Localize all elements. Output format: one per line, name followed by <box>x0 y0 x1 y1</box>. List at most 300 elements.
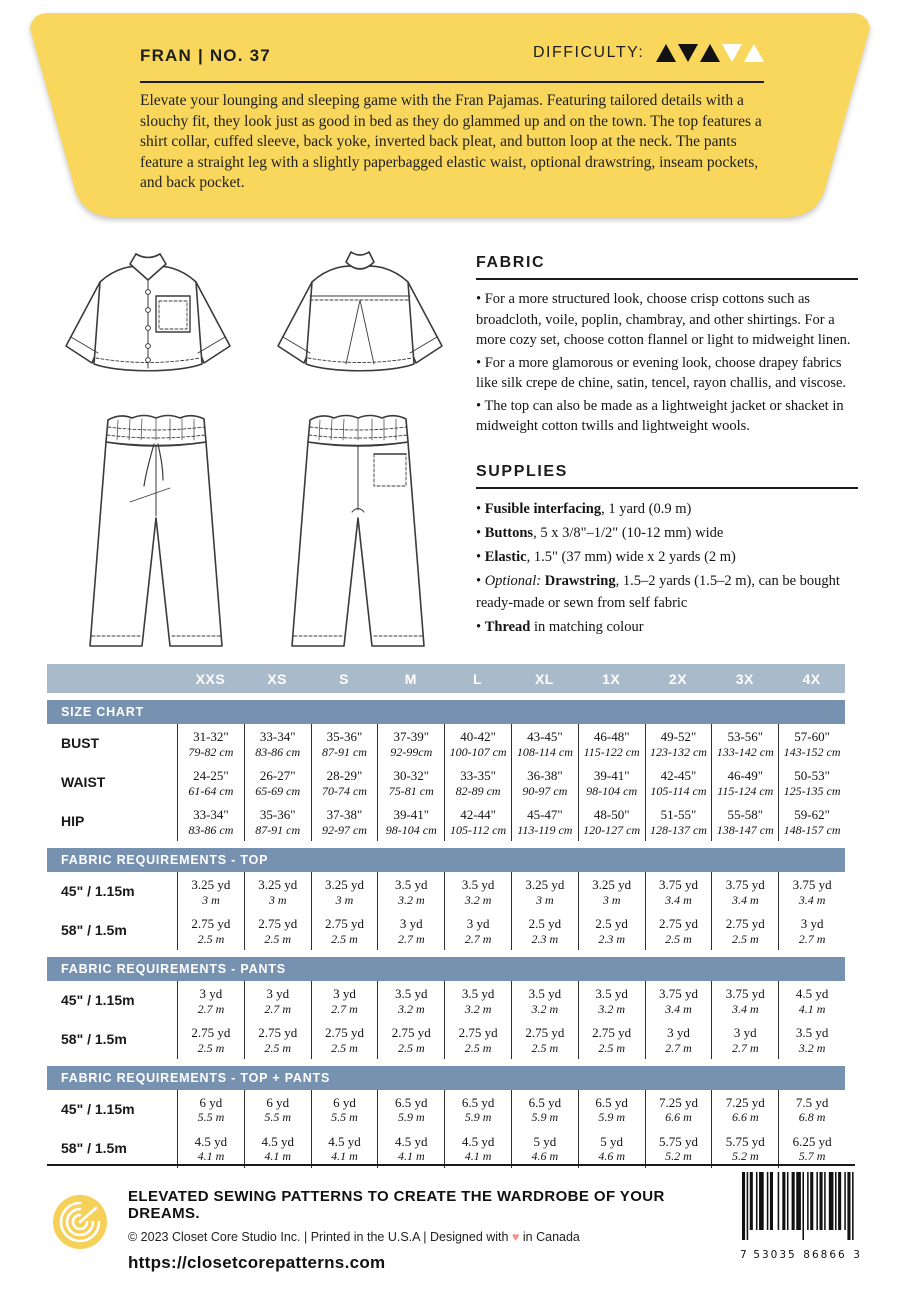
cell-secondary-value: 4.6 m <box>531 1149 559 1164</box>
size-column-header: 2X <box>668 670 688 687</box>
size-column-header: 3X <box>735 670 754 687</box>
cell-secondary-value: 2.5 m <box>397 1040 425 1055</box>
chart-cell <box>645 724 712 763</box>
chart-cell <box>778 724 845 763</box>
chart-cell <box>377 1129 444 1168</box>
cell-primary-value: 33-35" <box>460 767 496 783</box>
barcode-digit-left: 7 <box>740 1249 747 1261</box>
chart-cell <box>177 981 244 1020</box>
chart-cell <box>244 872 311 911</box>
cell-secondary-value: 2.7 m <box>464 931 492 946</box>
cell-primary-value: 50-53" <box>794 767 830 783</box>
chart-cell <box>244 1090 311 1129</box>
supply-segment: Fusible interfacing <box>484 501 602 518</box>
cell-secondary-value: 3.2 m <box>598 1001 626 1016</box>
cell-secondary-value: 115-124 cm <box>717 783 774 798</box>
supply-segment: Drawstring <box>544 573 616 590</box>
copyright-country: in Canada <box>522 1230 580 1244</box>
cell-primary-value: 3 yd <box>199 985 223 1001</box>
chart-cell <box>177 872 244 911</box>
cell-primary-value: 5.75 yd <box>658 1133 698 1149</box>
chart-cell <box>377 872 444 911</box>
cell-secondary-value: 2.3 m <box>531 931 559 946</box>
cell-primary-value: 3.75 yd <box>725 876 765 892</box>
cell-primary-value: 2.5 yd <box>528 915 562 931</box>
cell-primary-value: 3.5 yd <box>595 985 628 1001</box>
chart-cell <box>578 981 645 1020</box>
technical-drawings <box>60 246 460 658</box>
closet-core-logo-icon <box>52 1194 108 1250</box>
chart-row <box>47 802 845 841</box>
cell-primary-value: 3.5 yd <box>528 985 562 1001</box>
cell-secondary-value: 75-81 cm <box>388 783 434 798</box>
cell-secondary-value: 105-114 cm <box>650 783 707 798</box>
chart-cell <box>311 724 378 763</box>
cell-primary-value: 33-34" <box>193 806 229 822</box>
cell-primary-value: 37-38" <box>326 806 363 822</box>
cell-secondary-value: 3.4 m <box>731 1001 759 1016</box>
chart-cell <box>377 1090 444 1129</box>
cell-primary-value: 2.75 yd <box>458 1024 498 1040</box>
fabric-bullet: • For a more structured look, choose crisp cottons such as broadcloth, voile, poplin, chambray, and other shirtings. For a more cozy set, choose cotton flannel or light to midweight linen. <box>476 289 858 351</box>
pants-front-flat <box>90 416 222 647</box>
chart-cell <box>311 1020 378 1059</box>
cell-secondary-value: 79-82 cm <box>188 744 234 759</box>
cell-secondary-value: 5.7 m <box>798 1149 826 1164</box>
cell-primary-value: 51-55" <box>660 806 697 822</box>
cell-secondary-value: 70-74 cm <box>321 783 367 798</box>
row-label: BUST <box>61 735 100 752</box>
cell-primary-value: 3 yd <box>667 1024 690 1040</box>
chart-cell <box>377 981 444 1020</box>
cell-secondary-value: 2.7 m <box>331 1001 358 1016</box>
section-band: FABRIC REQUIREMENTS - PANTS <box>47 957 845 981</box>
chart-cell <box>578 724 645 763</box>
cell-secondary-value: 3 m <box>536 892 554 907</box>
chart-cell <box>578 1020 645 1059</box>
cell-primary-value: 2.75 yd <box>324 1024 364 1040</box>
cell-secondary-value: 5.9 m <box>464 1110 492 1125</box>
cell-primary-value: 3 yd <box>466 915 490 931</box>
cell-secondary-value: 2.5 m <box>264 931 292 946</box>
chart-cell <box>177 763 244 802</box>
cell-primary-value: 2.75 yd <box>324 915 364 931</box>
chart-cell <box>511 981 578 1020</box>
cell-primary-value: 35-36" <box>326 729 363 744</box>
cell-secondary-value: 4.1 m <box>197 1149 225 1164</box>
chart-cell <box>711 724 778 763</box>
cell-secondary-value: 5.9 m <box>598 1110 626 1125</box>
cell-secondary-value: 2.5 m <box>197 931 225 946</box>
supply-segment: Optional: <box>484 573 542 590</box>
cell-secondary-value: 5.2 m <box>665 1149 692 1164</box>
fabric-bullet: • The top can also be made as a lightweight jacket or shacket in midweight cotton twills and lightweight wools. <box>476 396 858 437</box>
section-band: FABRIC REQUIREMENTS - TOP <box>47 848 845 872</box>
footer-tagline: ELEVATED SEWING PATTERNS TO CREATE THE WARDROBE OF YOUR DREAMS. <box>128 1188 665 1222</box>
cell-secondary-value: 2.3 m <box>598 931 626 946</box>
cell-primary-value: 2.75 yd <box>191 1024 231 1040</box>
cell-primary-value: 49-52" <box>660 729 697 744</box>
chart-cell <box>244 724 311 763</box>
cell-secondary-value: 3.2 m <box>397 892 425 907</box>
cell-secondary-value: 3.4 m <box>665 1001 692 1016</box>
chart-cell <box>311 1090 378 1129</box>
fabric-section <box>476 254 858 437</box>
cell-secondary-value: 3 m <box>602 892 621 907</box>
cell-primary-value: 2.75 yd <box>725 915 765 931</box>
cell-secondary-value: 3.4 m <box>665 892 692 907</box>
chart-cell <box>177 724 244 763</box>
pattern-description: Elevate your lounging and sleeping game with the Fran Pajamas. Featuring tailored details with a slouchy fit, they look just as good in bed as they do glammed up and on the town. The top features a shirt collar, cuffed sleeve, back yoke, inverted back pleat, and button loop at the neck. The pants feature a straight leg with a slightly paperbagged elastic waist, optional drawstring, inseam pockets, and back pocket. <box>140 92 762 192</box>
cell-secondary-value: 2.5 m <box>264 1040 292 1055</box>
cell-secondary-value: 128-137 cm <box>649 822 707 837</box>
cell-primary-value: 3.5 yd <box>395 985 428 1001</box>
supply-segment: Thread <box>484 619 531 636</box>
cell-primary-value: 4.5 yd <box>261 1133 294 1149</box>
chart-cell <box>444 763 511 802</box>
row-label: WAIST <box>61 774 106 791</box>
cell-secondary-value: 3.4 m <box>798 892 826 907</box>
chart-cell <box>177 802 244 841</box>
chart-cell <box>578 802 645 841</box>
chart-cell <box>778 802 845 841</box>
section-rows <box>47 981 845 1059</box>
cell-primary-value: 3 yd <box>399 915 423 931</box>
cell-secondary-value: 2.5 m <box>598 1040 626 1055</box>
cell-secondary-value: 5.5 m <box>331 1110 358 1125</box>
cell-secondary-value: 6.6 m <box>665 1110 692 1125</box>
chart-cell <box>444 1129 511 1168</box>
filled-down-triangle-icon <box>678 44 698 62</box>
fabric-heading: FABRIC <box>476 254 858 280</box>
chart-cell <box>511 724 578 763</box>
cell-primary-value: 5 yd <box>533 1133 557 1149</box>
cell-secondary-value: 105-112 cm <box>450 822 507 837</box>
chart-cell <box>578 911 645 950</box>
cell-primary-value: 3.25 yd <box>258 876 298 892</box>
footer-text-block <box>128 1188 708 1273</box>
supplies-bullet-list <box>476 498 858 638</box>
cell-primary-value: 6.5 yd <box>528 1094 562 1110</box>
cell-secondary-value: 65-69 cm <box>255 783 301 798</box>
cell-primary-value: 3 yd <box>333 985 356 1001</box>
cell-secondary-value: 4.1 m <box>264 1149 292 1164</box>
chart-cell <box>711 802 778 841</box>
cell-primary-value: 6.5 yd <box>461 1094 495 1110</box>
chart-cell <box>511 802 578 841</box>
cell-primary-value: 5.75 yd <box>725 1133 765 1149</box>
cell-primary-value: 55-58" <box>727 806 764 822</box>
chart-row <box>47 1090 845 1129</box>
chart-cell <box>645 802 712 841</box>
cell-primary-value: 26-27" <box>259 767 296 783</box>
cell-secondary-value: 2.5 m <box>731 931 759 946</box>
row-label: 45" / 1.15m <box>61 883 135 900</box>
cell-secondary-value: 61-64 cm <box>188 783 234 798</box>
cell-secondary-value: 115-122 cm <box>583 744 640 759</box>
chart-cell <box>244 981 311 1020</box>
cell-secondary-value: 3.2 m <box>397 1001 425 1016</box>
cell-secondary-value: 2.5 m <box>531 1040 559 1055</box>
chart-cell <box>711 763 778 802</box>
cell-primary-value: 6.5 yd <box>395 1094 428 1110</box>
cell-primary-value: 6 yd <box>333 1094 356 1110</box>
cell-secondary-value: 3.4 m <box>731 892 759 907</box>
cell-primary-value: 28-29" <box>326 767 363 783</box>
cell-secondary-value: 92-99cm <box>390 744 433 759</box>
footer-copyright <box>128 1230 708 1244</box>
cell-secondary-value: 98-104 cm <box>586 783 638 798</box>
cell-secondary-value: 3 m <box>202 892 220 907</box>
cell-secondary-value: 113-119 cm <box>517 822 573 837</box>
cell-secondary-value: 4.1 m <box>397 1149 425 1164</box>
chart-cell <box>377 724 444 763</box>
chart-cell <box>778 981 845 1020</box>
row-label: HIP <box>61 813 85 830</box>
cell-secondary-value: 6.6 m <box>731 1110 759 1125</box>
cell-primary-value: 4.5 yd <box>461 1133 495 1149</box>
cell-primary-value: 3.5 yd <box>395 876 428 892</box>
chart-cell <box>311 1129 378 1168</box>
chart-cell <box>645 1129 712 1168</box>
size-column-header: L <box>473 670 483 687</box>
cell-primary-value: 37-39" <box>393 729 430 744</box>
chart-cell <box>311 802 378 841</box>
cell-primary-value: 46-49" <box>727 767 764 783</box>
cell-secondary-value: 125-135 cm <box>783 783 841 798</box>
cell-secondary-value: 2.7 m <box>197 1001 225 1016</box>
section-band: SIZE CHART <box>47 700 845 724</box>
cell-primary-value: 42-45" <box>660 767 697 783</box>
supply-segment: , 5 x 3/8"–1/2" (10-12 mm) wide <box>533 525 724 542</box>
chart-row <box>47 872 845 911</box>
cell-primary-value: 57-60" <box>794 729 830 744</box>
chart-cell <box>578 1129 645 1168</box>
chart-row <box>47 763 845 802</box>
difficulty-rating-icons <box>656 44 764 62</box>
empty-down-triangle-icon <box>722 44 742 62</box>
cell-primary-value: 6.25 yd <box>792 1133 832 1149</box>
cell-primary-value: 3.25 yd <box>525 876 565 892</box>
chart-cell <box>645 763 712 802</box>
heart-icon: ♥ <box>511 1230 520 1244</box>
cell-secondary-value: 148-157 cm <box>783 822 841 837</box>
barcode-bars <box>740 1172 860 1242</box>
cell-secondary-value: 5.5 m <box>264 1110 292 1125</box>
chart-cell <box>177 911 244 950</box>
chart-cell <box>645 1020 712 1059</box>
cell-secondary-value: 5.5 m <box>197 1110 225 1125</box>
pattern-title: FRAN | NO. 37 <box>140 46 271 65</box>
chart-cell <box>645 872 712 911</box>
section-rows <box>47 872 845 950</box>
chart-cell <box>511 872 578 911</box>
cell-primary-value: 24-25" <box>193 767 229 783</box>
row-label: 58" / 1.5m <box>61 922 127 939</box>
row-label: 58" / 1.5m <box>61 1140 127 1157</box>
size-column-header: 4X <box>802 670 821 687</box>
cell-primary-value: 2.75 yd <box>191 915 231 931</box>
size-column-header-row <box>47 664 845 693</box>
difficulty-rating <box>533 44 764 62</box>
cell-secondary-value: 82-89 cm <box>455 783 501 798</box>
cell-primary-value: 46-48" <box>593 729 630 744</box>
cell-secondary-value: 143-152 cm <box>783 744 841 759</box>
cell-secondary-value: 138-147 cm <box>716 822 774 837</box>
cell-secondary-value: 3.2 m <box>464 1001 492 1016</box>
cell-secondary-value: 4.6 m <box>598 1149 626 1164</box>
chart-cell <box>711 1129 778 1168</box>
chart-cell <box>511 1129 578 1168</box>
size-column-header: M <box>404 670 417 687</box>
supply-segment: , 1.5–2 yards (1.5–2 m), can be bought ready-made or sewn from self fabric <box>476 573 840 612</box>
chart-cell <box>711 1020 778 1059</box>
cell-primary-value: 35-36" <box>259 806 296 822</box>
cell-secondary-value: 2.5 m <box>665 931 692 946</box>
cell-secondary-value: 133-142 cm <box>716 744 774 759</box>
chart-cell <box>377 911 444 950</box>
cell-primary-value: 5 yd <box>600 1133 624 1149</box>
chart-cell <box>444 802 511 841</box>
cell-primary-value: 2.75 yd <box>258 1024 298 1040</box>
size-column-header: XXS <box>195 670 226 687</box>
cell-secondary-value: 100-107 cm <box>449 744 507 759</box>
cell-primary-value: 53-56" <box>727 729 764 744</box>
chart-cell <box>645 1090 712 1129</box>
barcode-digit-right: 3 <box>853 1249 860 1261</box>
cell-secondary-value: 92-97 cm <box>321 822 367 837</box>
top-back-flat <box>278 252 442 371</box>
chart-cell <box>177 1129 244 1168</box>
cell-primary-value: 39-41" <box>593 767 630 783</box>
supply-segment: Buttons <box>484 525 534 542</box>
cell-primary-value: 3.25 yd <box>324 876 364 892</box>
cell-secondary-value: 4.1 m <box>464 1149 492 1164</box>
supply-item <box>476 522 858 544</box>
cell-primary-value: 7.25 yd <box>725 1094 765 1110</box>
chart-cell <box>311 981 378 1020</box>
cell-primary-value: 3.75 yd <box>792 876 832 892</box>
chart-cell <box>645 911 712 950</box>
chart-cell <box>177 1090 244 1129</box>
cell-secondary-value: 3 m <box>335 892 354 907</box>
cell-primary-value: 43-45" <box>527 729 563 744</box>
chart-cell <box>511 1020 578 1059</box>
cell-primary-value: 39-41" <box>393 806 430 822</box>
chart-cell <box>711 872 778 911</box>
cell-secondary-value: 3.2 m <box>531 1001 559 1016</box>
cell-primary-value: 45-47" <box>527 806 563 822</box>
fabric-bullet-list <box>476 289 858 437</box>
chart-cell <box>244 1020 311 1059</box>
cell-secondary-value: 2.5 m <box>197 1040 225 1055</box>
barcode-digits <box>740 1249 860 1261</box>
chart-cell <box>511 1090 578 1129</box>
cell-secondary-value: 4.1 m <box>331 1149 358 1164</box>
cell-primary-value: 3.5 yd <box>795 1024 829 1040</box>
pants-back-flat <box>292 416 424 647</box>
cell-secondary-value: 3 m <box>268 892 287 907</box>
cell-primary-value: 3.75 yd <box>658 876 698 892</box>
cell-secondary-value: 83-86 cm <box>255 744 301 759</box>
supply-item <box>476 570 858 614</box>
chart-row <box>47 1129 845 1168</box>
cell-primary-value: 59-62" <box>794 806 830 822</box>
cell-primary-value: 30-32" <box>393 767 430 783</box>
difficulty-label: DIFFICULTY: <box>533 44 645 61</box>
row-label: 45" / 1.15m <box>61 1101 135 1118</box>
cell-secondary-value: 2.5 m <box>331 1040 358 1055</box>
cell-primary-value: 4.5 yd <box>395 1133 428 1149</box>
chart-cell <box>444 724 511 763</box>
chart-cell <box>711 1090 778 1129</box>
cell-secondary-value: 3.2 m <box>798 1040 826 1055</box>
cell-secondary-value: 98-104 cm <box>385 822 437 837</box>
chart-cell <box>711 981 778 1020</box>
chart-cell <box>645 981 712 1020</box>
cell-secondary-value: 2.7 m <box>731 1040 759 1055</box>
cell-secondary-value: 2.7 m <box>665 1040 692 1055</box>
chart-cell <box>444 981 511 1020</box>
size-column-header: XL <box>534 670 554 687</box>
cell-secondary-value: 4.1 m <box>798 1001 826 1016</box>
cell-primary-value: 4.5 yd <box>194 1133 228 1149</box>
filled-up-triangle-icon <box>656 44 676 62</box>
supply-item <box>476 546 858 568</box>
cell-secondary-value: 123-132 cm <box>649 744 707 759</box>
upc-barcode <box>740 1172 860 1261</box>
cell-secondary-value: 90-97 cm <box>522 783 568 798</box>
chart-cell <box>778 1020 845 1059</box>
chart-cell <box>444 1090 511 1129</box>
chart-cell <box>511 763 578 802</box>
chart-cell <box>444 911 511 950</box>
cell-secondary-value: 83-86 cm <box>188 822 234 837</box>
cell-primary-value: 3.5 yd <box>461 985 495 1001</box>
cell-primary-value: 2.75 yd <box>592 1024 632 1040</box>
footer-divider <box>47 1164 855 1166</box>
cell-primary-value: 6.5 yd <box>595 1094 628 1110</box>
chart-row <box>47 911 845 950</box>
row-label: 45" / 1.15m <box>61 992 135 1009</box>
cell-secondary-value: 87-91 cm <box>255 822 301 837</box>
cell-primary-value: 3 yd <box>733 1024 757 1040</box>
chart-cell <box>311 763 378 802</box>
cell-primary-value: 3.25 yd <box>191 876 231 892</box>
chart-cell <box>778 911 845 950</box>
section-band: FABRIC REQUIREMENTS - TOP + PANTS <box>47 1066 845 1090</box>
cell-primary-value: 3.25 yd <box>592 876 632 892</box>
chart-row <box>47 724 845 763</box>
top-front-flat <box>66 254 230 371</box>
barcode-group-1: 53035 <box>753 1249 797 1261</box>
chart-cell <box>578 763 645 802</box>
cell-primary-value: 7.25 yd <box>658 1094 698 1110</box>
chart-cell <box>244 802 311 841</box>
chart-row <box>47 981 845 1020</box>
chart-cell <box>578 872 645 911</box>
banner-divider <box>140 81 764 83</box>
size-column-header: S <box>339 670 349 687</box>
chart-cell <box>244 911 311 950</box>
cell-primary-value: 2.75 yd <box>658 915 698 931</box>
supply-item <box>476 498 858 520</box>
barcode-group-2: 86866 <box>803 1249 847 1261</box>
empty-up-triangle-icon <box>744 44 764 62</box>
filled-up-triangle-icon <box>700 44 720 62</box>
cell-primary-value: 42-44" <box>460 806 496 822</box>
chart-cell <box>244 1129 311 1168</box>
